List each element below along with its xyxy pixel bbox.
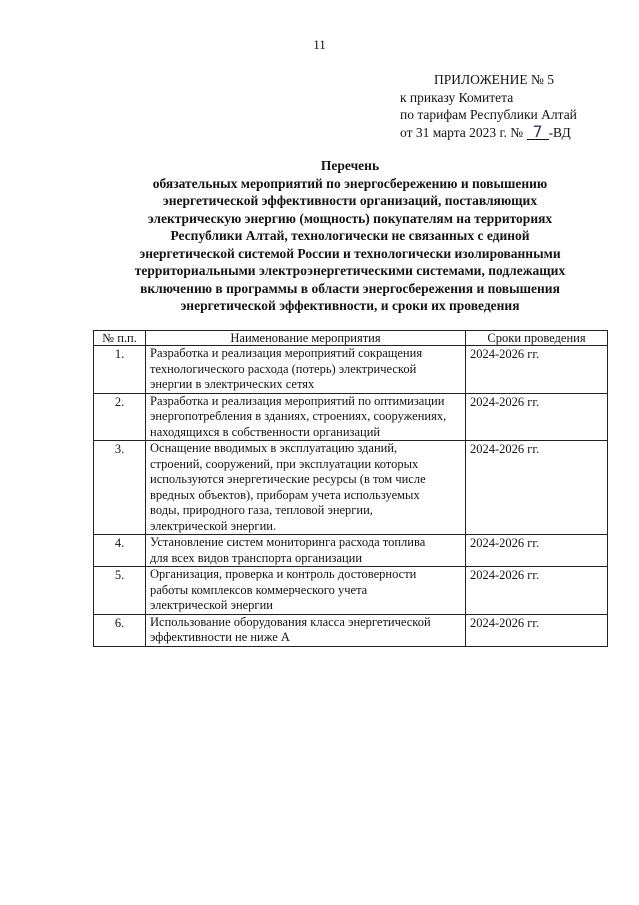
order-number: 7 <box>527 125 549 140</box>
measure-name-line: Оснащение вводимых в эксплуатацию зданий, <box>150 441 398 455</box>
measure-name-line: для всех видов транспорта организации <box>150 550 363 565</box>
measure-name-line: находящихся в собственности организаций <box>150 424 381 439</box>
title-line-4: электрическую энергию (мощность) покупателям на территориях <box>147 210 553 226</box>
measure-name-line: воды, природного газа, тепловой энергии, <box>150 503 373 517</box>
appendix-date-prefix: от 31 марта 2023 г. № <box>400 124 524 140</box>
measure-name-line: Организация, проверка и контроль достоверности <box>150 567 417 581</box>
page-number: 11 <box>313 37 326 52</box>
header-dates: Сроки проведения <box>466 331 608 346</box>
measure-name-line: электрической энергии <box>150 598 273 612</box>
measure-name-line: энергии в электрических сетях <box>150 377 315 391</box>
measure-name-line: Разработка и реализация мероприятий по оптимизации <box>150 393 445 408</box>
document-title <box>80 157 620 315</box>
order-suffix: -ВД <box>548 124 571 140</box>
row-measure-name <box>146 614 466 646</box>
header-num: № п.п. <box>94 331 146 346</box>
row-number: 6. <box>94 614 146 646</box>
appendix-header <box>400 71 577 141</box>
measure-name-line: Использование оборудования класса энергетической <box>150 614 431 629</box>
measure-name-line: вредных объектов), приборам учета используемых <box>150 487 420 502</box>
appendix-title: ПРИЛОЖЕНИЕ № 5 <box>434 72 555 87</box>
table-row <box>94 614 608 646</box>
row-number: 4. <box>94 535 146 567</box>
title-line-1: Перечень <box>320 158 380 173</box>
row-number: 5. <box>94 567 146 615</box>
title-line-7: территориальными электроэнергетическими системами, подлежащих <box>134 263 566 278</box>
title-line-3: энергетической эффективности организаций, поставляющих <box>162 193 538 208</box>
measure-name-line: эффективности не ниже А <box>150 630 290 644</box>
title-line-8: включению в программы в области энергосбережения и повышения <box>140 280 560 296</box>
appendix-line-2: по тарифам Республики Алтай <box>400 107 577 122</box>
measure-name-line: Установление систем мониторинга расхода топлива <box>150 535 426 549</box>
header-name: Наименование мероприятия <box>146 331 466 346</box>
measure-name-line: используются энергетические ресурсы (в том числе <box>150 472 426 486</box>
row-dates: 2024-2026 гг. <box>466 535 608 567</box>
row-number: 3. <box>94 441 146 535</box>
measure-name-line: строений, сооружений, при эксплуатации которых <box>150 456 419 471</box>
table-body <box>94 346 608 647</box>
measure-name-line: технологического расхода (потерь) электрической <box>150 361 417 376</box>
table-row <box>94 346 608 394</box>
row-dates: 2024-2026 гг. <box>466 346 608 394</box>
table-row <box>94 535 608 567</box>
title-line-9: энергетической эффективности, и сроки их проведения <box>180 298 520 313</box>
title-line-6: энергетической системой России и технологически изолированными <box>139 245 561 261</box>
title-line-2: обязательных мероприятий по энергосбережению и повышению <box>152 175 548 191</box>
measure-name-line: Разработка и реализация мероприятий сокращения <box>150 346 423 360</box>
row-measure-name <box>146 535 466 567</box>
row-dates: 2024-2026 гг. <box>466 441 608 535</box>
row-measure-name <box>146 393 466 441</box>
appendix-line-1: к приказу Комитета <box>400 89 514 105</box>
row-dates: 2024-2026 гг. <box>466 393 608 441</box>
table-row <box>94 441 608 535</box>
row-number: 1. <box>94 346 146 394</box>
measure-name-line: электрической энергии. <box>150 518 277 533</box>
row-dates: 2024-2026 гг. <box>466 614 608 646</box>
table-row <box>94 567 608 615</box>
row-dates: 2024-2026 гг. <box>466 567 608 615</box>
measure-name-line: энергопотребления в зданиях, строениях, сооружениях, <box>150 409 447 423</box>
row-measure-name <box>146 346 466 394</box>
measure-name-line: работы комплексов коммерческого учета <box>150 582 368 597</box>
row-measure-name <box>146 567 466 615</box>
row-measure-name <box>146 441 466 535</box>
table-row <box>94 393 608 441</box>
measures-table <box>93 330 608 647</box>
appendix-order-line <box>400 121 577 142</box>
title-line-5: Республики Алтай, технологически не связанных с единой <box>170 228 530 243</box>
row-number: 2. <box>94 393 146 441</box>
table-header-row <box>94 331 608 346</box>
